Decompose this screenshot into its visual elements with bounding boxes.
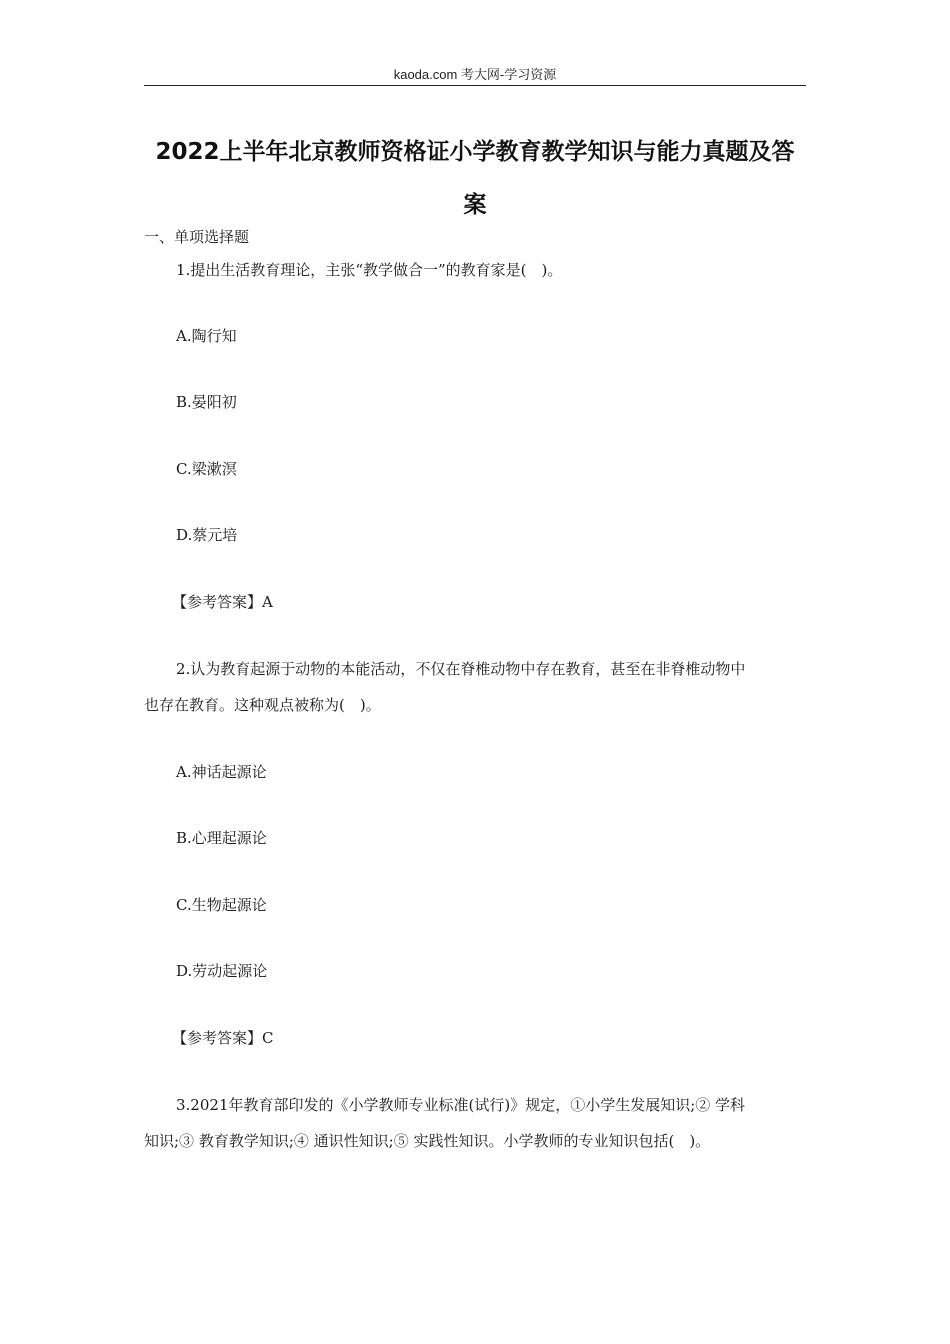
- question-2-option-b: B.心理起源论: [176, 829, 267, 847]
- question-2-stem-line-2: 也存在教育。这种观点被称为( )。: [144, 696, 381, 714]
- page-header: kaoda.com 考大网-学习资源: [393, 67, 557, 82]
- document-title: [144, 126, 806, 232]
- question-3-stem-line-1: 3.2021年教育部印发的《小学教师专业标准(试行)》规定，①小学生发展知识;② 学科: [176, 1096, 746, 1114]
- question-1-option-a: A.陶行知: [176, 327, 237, 345]
- question-2-stem-line-1: 2.认为教育起源于动物的本能活动，不仅在脊椎动物中存在教育，甚至在非脊椎动物中: [176, 660, 746, 678]
- question-2-answer: 【参考答案】C: [172, 1029, 274, 1047]
- question-1-option-d: D.蔡元培: [176, 526, 238, 544]
- question-1-option-b: B.晏阳初: [176, 393, 237, 411]
- question-3-stem-line-2: 知识;③ 教育教学知识;④ 通识性知识;⑤ 实践性知识。小学教师的专业知识包括( )。: [144, 1132, 711, 1150]
- question-1-option-c: C.梁漱溟: [176, 460, 237, 478]
- title-line-2: 案: [463, 192, 487, 218]
- header-rule: [144, 85, 806, 86]
- question-2-option-d: D.劳动起源论: [176, 962, 268, 980]
- question-2-option-a: A.神话起源论: [176, 763, 267, 781]
- question-1-answer: 【参考答案】A: [172, 593, 273, 611]
- section-heading: 一、单项选择题: [144, 228, 250, 246]
- question-1-stem: 1.提出生活教育理论，主张“教学做合一”的教育家是( )。: [176, 261, 563, 279]
- question-2-option-c: C.生物起源论: [176, 896, 267, 914]
- title-line-1: 2022上半年北京教师资格证小学教育教学知识与能力真题及答: [155, 139, 795, 165]
